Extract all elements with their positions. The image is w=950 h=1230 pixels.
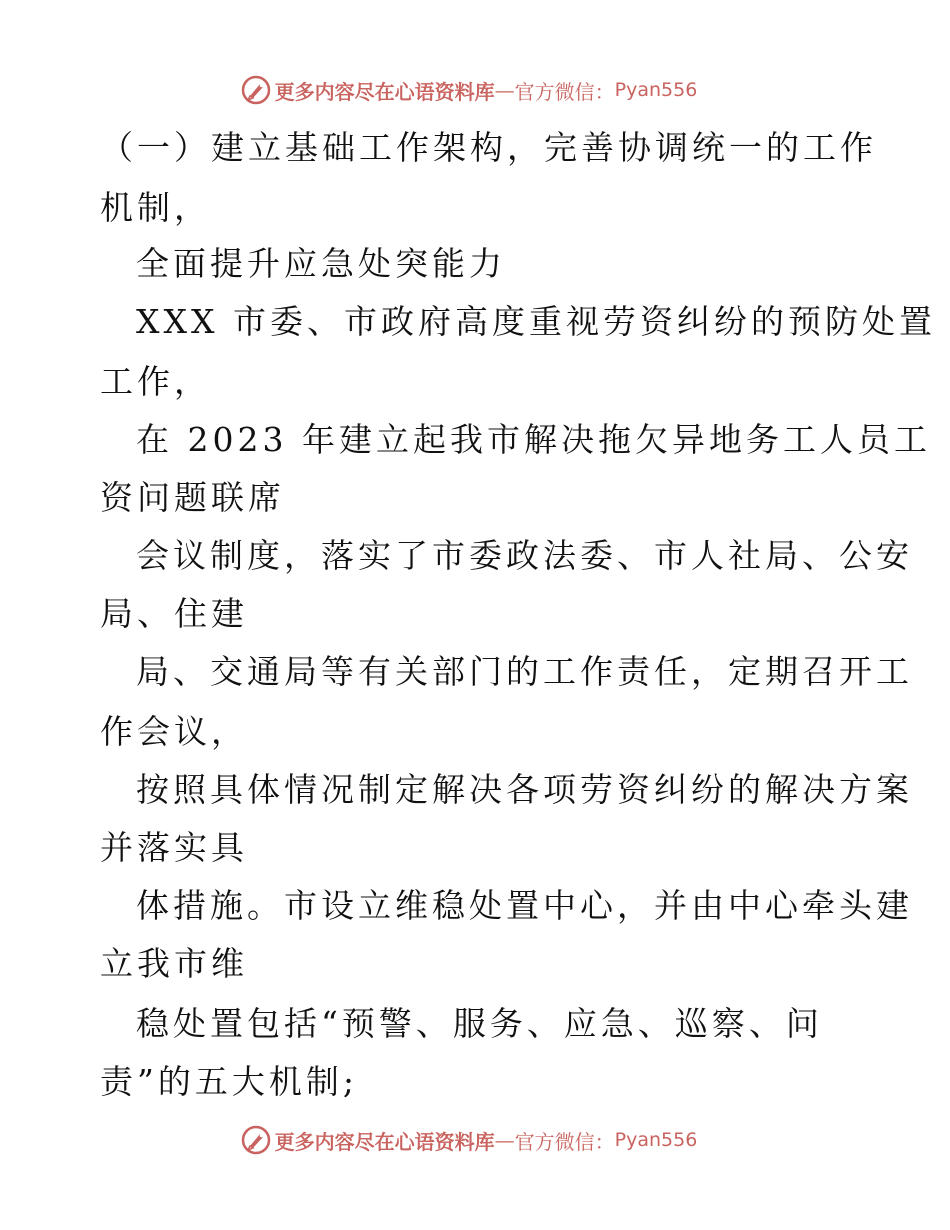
body-line: XXX 市委、市政府高度重视劳资纠纷的预防处置 [136,302,936,341]
header-banner [0,70,950,110]
body-line: 会议制度，落实了市委政法委、市人社局、公安 [136,536,913,575]
body-line: 在 2023 年建立起我市解决拖欠异地务工人员工 [136,420,931,459]
banner-wechat-label: 官方微信： [514,79,615,104]
body-line: 作会议， [100,712,248,751]
body-line: 局、交通局等有关部门的工作责任，定期召开工 [136,652,913,691]
body-line: 并落实具 [100,828,248,867]
banner-wechat-handle: Pyan556 [614,79,698,101]
banner-wechat-label: 官方微信： [514,1129,615,1154]
pen-nib-logo-icon [241,75,271,105]
banner-main-text: 更多内容尽在心语资料库 [274,1129,495,1154]
body-line: （一）建立基础工作架构，完善协调统一的工作 [100,128,877,167]
banner-main-text: 更多内容尽在心语资料库 [274,79,495,104]
body-line: 责”的五大机制; [100,1062,358,1101]
body-line: 局、住建 [100,594,248,633]
pen-nib-logo-icon [241,1125,271,1155]
footer-banner [0,1120,950,1160]
body-line: 立我市维 [100,944,248,983]
banner-separator: — [494,1128,515,1152]
body-line: 稳处置包括“预警、服务、应急、巡察、问 [136,1004,823,1043]
body-line: 工作， [100,362,211,401]
body-line: 全面提升应急处突能力 [136,244,506,283]
body-line: 按照具体情况制定解决各项劳资纠纷的解决方案 [136,770,913,809]
body-line: 体措施。市设立维稳处置中心，并由中心牵头建 [136,886,913,925]
body-line: 机制， [100,188,211,227]
banner-separator: — [494,78,515,102]
body-line: 资问题联席 [100,478,285,517]
banner-wechat-handle: Pyan556 [614,1129,698,1151]
